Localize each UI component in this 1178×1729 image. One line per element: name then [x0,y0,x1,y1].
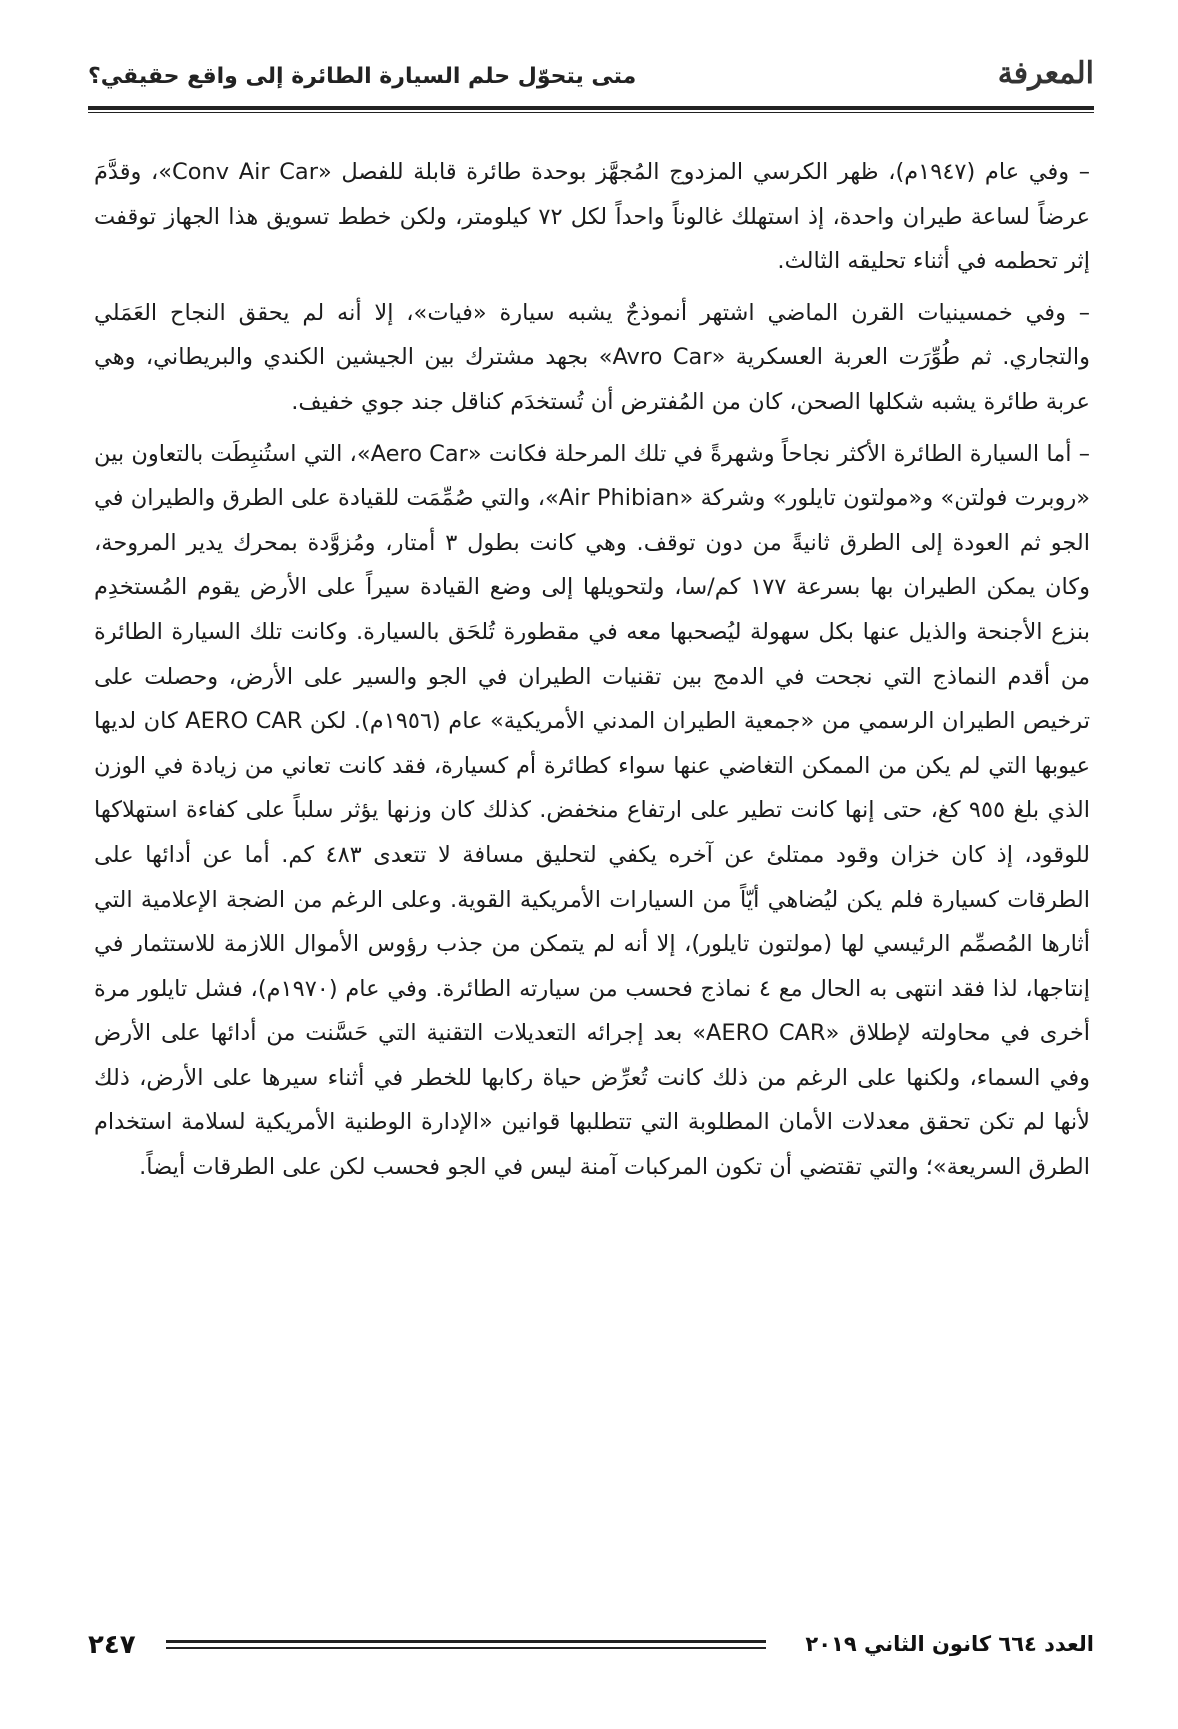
running-title: متى يتحوّل حلم السيارة الطائرة إلى واقع حقيقي؟ [88,64,637,89]
page-header [88,50,1094,110]
page-number: ٢٤٧ [88,1630,136,1660]
header-rule-thin [88,112,1094,113]
page-footer [88,1626,1094,1666]
paragraph-aero-car: – أما السيارة الطائرة الأكثر نجاحاً وشهرةً في تلك المرحلة فكانت «Aero Car»، التي استُنبِطَت بالتعاون بين «روبرت فولتن» و«مولتون تايلور» وشركة «Air Phibian»، والتي صُمِّمَت للقيادة على الطرق والطيران في الجو ثم العودة إلى الطرق ثانيةً من دون توقف. وهي كانت بطول ٣ أمتار، ومُزوَّدة بمحرك يدير المروحة، وكان يمكن الطيران بها بسرعة ١٧٧ كم/سا، ولتحويلها إلى وضع القيادة سيراً على الأرض يقوم المُستخدِم بنزع الأجنحة والذيل عنها بكل سهولة ليُصحبها معه في مقطورة تُلحَق بالسيارة. وكانت تلك السيارة الطائرة من أقدم النماذج التي نجحت في الدمج بين تقنيات الطيران في الجو والسير على الأرض، وحصلت على ترخيص الطيران الرسمي من «جمعية الطيران المدني الأمريكية» عام (١٩٥٦م). لكن AERO CAR كان لديها عيوبها التي لم يكن من الممكن التغاضي عنها سواء كطائرة أم كسيارة، فقد كانت تعاني من زيادة في الوزن الذي بلغ ٩٥٥ كغ، حتى إنها كانت تطير على ارتفاع منخفض. كذلك كان وزنها يؤثر سلباً على كفاءة استهلاكها للوقود، إذ كان خزان وقود ممتلئ عن آخره يكفي لتحليق مسافة لا تتعدى ٤٨٣ كم. أما عن أدائها على الطرقات كسيارة فلم يكن ليُضاهي أيّاً من السيارات الأمريكية القوية. وعلى الرغم من الضجة الإعلامية التي أثارها المُصمِّم الرئيسي لها (مولتون تايلور)، إلا أنه لم يتمكن من جذب رؤوس الأموال اللازمة للاستثمار في إنتاجها، لذا فقد انتهى به الحال مع ٤ نماذج فحسب من سيارته الطائرة. وفي عام (١٩٧٠م)، فشل تايلور مرة أخرى في محاولته لإطلاق «AERO CAR» بعد إجرائه التعديلات التقنية التي حَسَّنت من أدائها على الأرض وفي السماء، ولكنها على الرغم من ذلك كانت تُعرِّض حياة ركابها للخطر في أثناء سيرها على الأرض، ذلك لأنها لم تكن تحقق معدلات الأمان المطلوبة التي تتطلبها قوانين «الإدارة الوطنية الأمريكية لسلامة استخدام الطرق السريعة»؛ والتي تقتضي أن تكون المركبات آمنة ليس في الجو فحسب لكن على الطرقات أيضاً. [94,440,1090,1181]
magazine-logo: المعرفة [997,56,1094,91]
header-rule [88,106,1094,110]
footer-rule [166,1640,766,1649]
issue-info: العدد ٦٦٤ كانون الثاني ٢٠١٩ [805,1632,1094,1656]
paragraph-avro-car: – وفي خمسينيات القرن الماضي اشتهر أنموذجٌ يشبه سيارة «فيات»، إلا أنه لم يحقق النجاح العَمَلي والتجاري. ثم طُوِّرَت العربة العسكرية «Avro Car» بجهد مشترك بين الجيشين الكندي والبريطاني، وهي عربة طائرة يشبه شكلها الصحن، كان من المُفترض أن تُستخدَم كناقل جند جوي خفيف. [94,299,1090,415]
article-body [94,150,1090,1197]
paragraph-conv-air-car: – وفي عام (١٩٤٧م)، ظهر الكرسي المزدوج المُجهَّز بوحدة طائرة قابلة للفصل «Conv Air Car»، وقدَّمَ عرضاً لساعة طيران واحدة، إذ استهلك غالوناً واحداً لكل ٧٢ كيلومتر، ولكن خطط تسويق هذا الجهاز توقفت إثر تحطمه في أثناء تحليقه الثالث. [94,159,1090,275]
